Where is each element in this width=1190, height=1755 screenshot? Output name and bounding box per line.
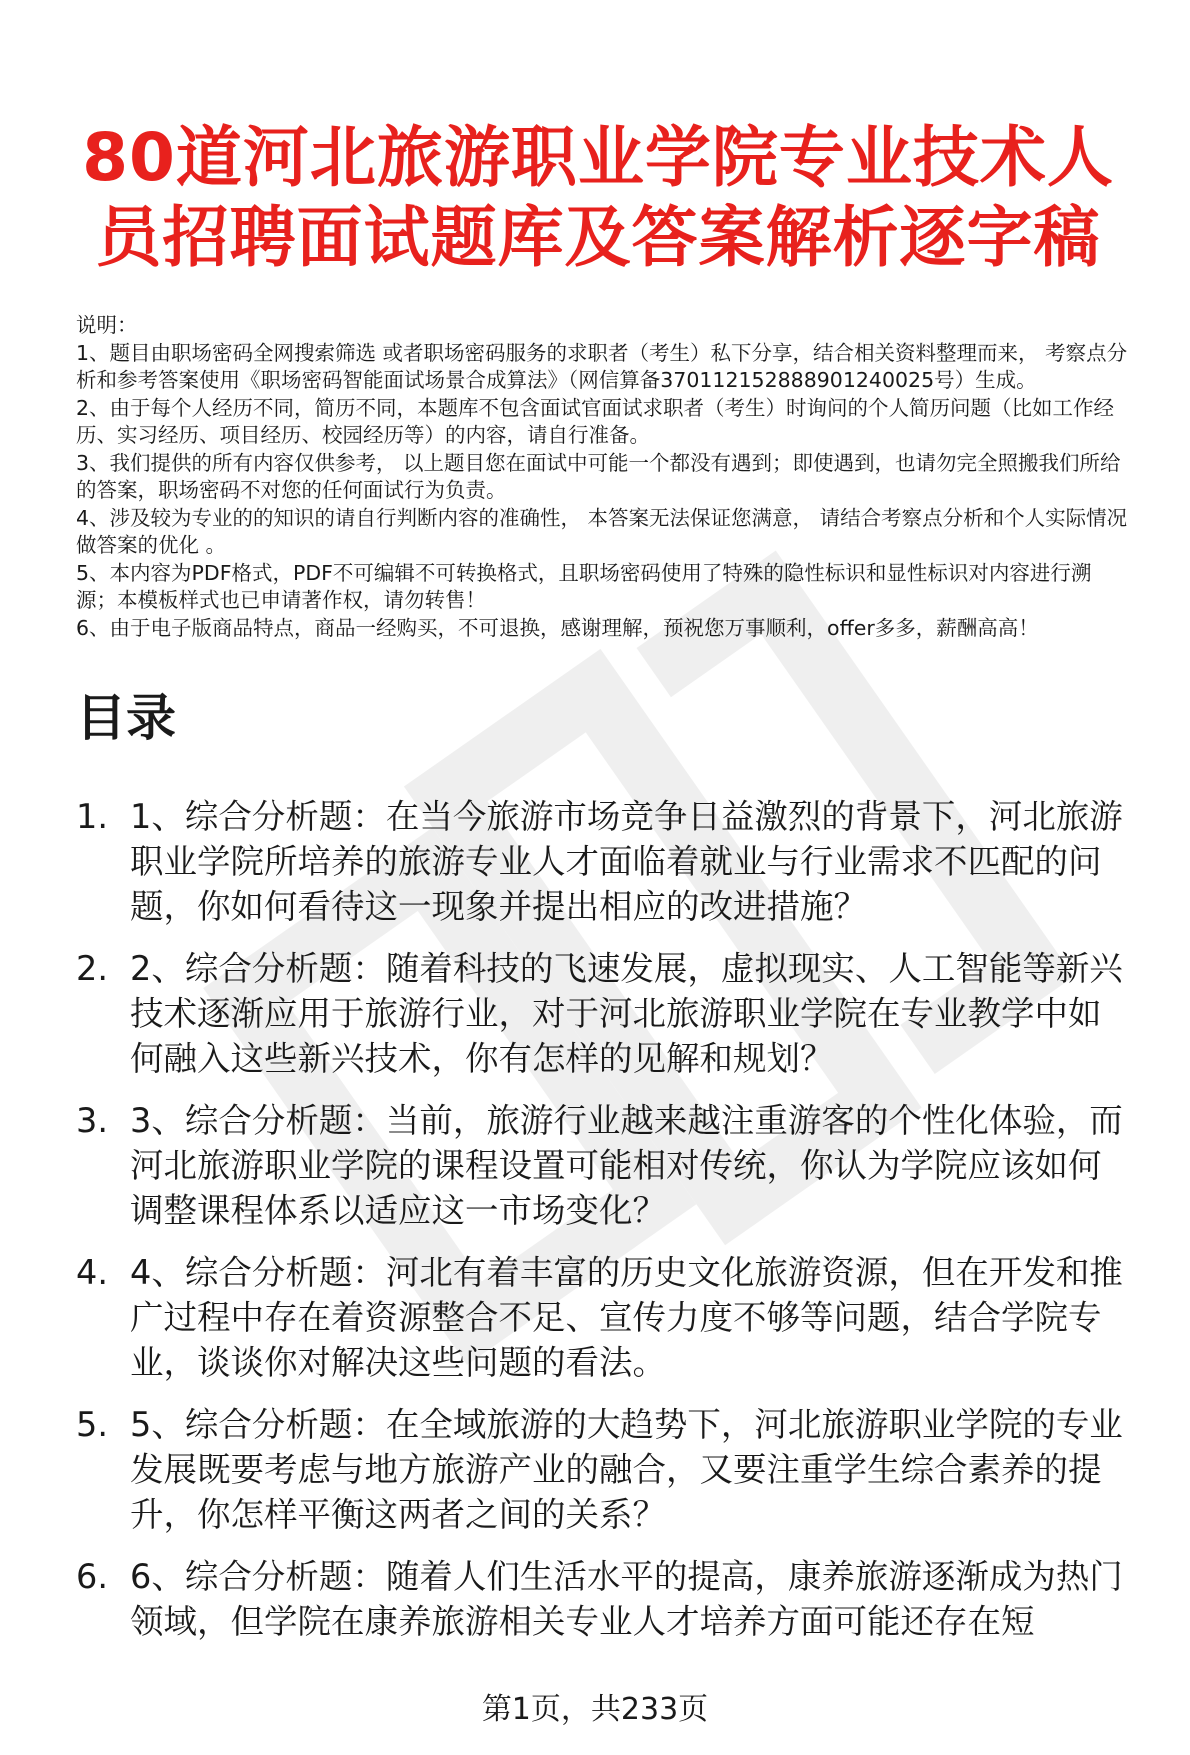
page-title <box>76 118 1130 278</box>
toc-heading: 目录 <box>76 689 176 747</box>
toc-item[interactable] <box>76 794 1130 929</box>
toc-item-number: 4. <box>76 1253 108 1292</box>
toc-item-text: 3、综合分析题：当前，旅游行业越来越注重游客的个性化体验，而河北旅游职业学院的课程设置可能相对传统，你认为学院应该如何调整课程体系以适应这一市场变化？ <box>130 1101 1123 1230</box>
instructions-notes <box>76 312 1130 642</box>
note-item-6: 6、由于电子版商品特点，商品一经购买，不可退换，感谢理解，预祝您万事顺利，offer多多，薪酬高高！ <box>76 615 1039 640</box>
toc-item-text: 4、综合分析题：河北有着丰富的历史文化旅游资源，但在开发和推广过程中存在着资源整合不足、宣传力度不够等问题，结合学院专业，谈谈你对解决这些问题的看法。 <box>130 1253 1123 1382</box>
note-item-2: 2、由于每个人经历不同，简历不同，本题库不包含面试官面试求职者（考生）时询问的个人简历问题（比如工作经历、实习经历、项目经历、校园经历等）的内容，请自行准备。 <box>76 395 1115 447</box>
toc-item-text: 1、综合分析题：在当今旅游市场竞争日益激烈的背景下，河北旅游职业学院所培养的旅游专业人才面临着就业与行业需求不匹配的问题，你如何看待这一现象并提出相应的改进措施？ <box>130 797 1123 926</box>
toc-item-number: 2. <box>76 949 108 988</box>
note-item-5: 5、本内容为PDF格式，PDF不可编辑不可转换格式，且职场密码使用了特殊的隐性标识和显性标识对内容进行溯源；本模板样式也已申请著作权，请勿转售！ <box>76 560 1092 612</box>
note-item-1: 1、题目由职场密码全网搜索筛选 或者职场密码服务的求职者（考生）私下分享，结合相关资料整理而来， 考察点分析和参考答案使用《职场密码智能面试场景合成算法》（网信算备370112152888901240025号）生成。 <box>76 340 1128 392</box>
notes-heading: 说明： <box>76 313 138 337</box>
note-item-3: 3、我们提供的所有内容仅供参考， 以上题目您在面试中可能一个都没有遇到；即使遇到，也请勿完全照搬我们所给的答案，职场密码不对您的任何面试行为负责。 <box>76 450 1121 502</box>
toc-item[interactable] <box>76 1554 1130 1644</box>
table-of-contents <box>76 794 1130 1644</box>
page-title-line-1: 80道河北旅游职业学院专业技术人 <box>82 119 1114 196</box>
toc-item-number: 1. <box>76 797 108 836</box>
toc-item[interactable] <box>76 946 1130 1081</box>
toc-item-text: 5、综合分析题：在全域旅游的大趋势下，河北旅游职业学院的专业发展既要考虑与地方旅游产业的融合，又要注重学生综合素养的提升，你怎样平衡这两者之间的关系？ <box>130 1405 1123 1534</box>
toc-item-text: 2、综合分析题：随着科技的飞速发展，虚拟现实、人工智能等新兴技术逐渐应用于旅游行业，对于河北旅游职业学院在专业教学中如何融入这些新兴技术，你有怎样的见解和规划？ <box>130 949 1123 1078</box>
toc-item[interactable] <box>76 1402 1130 1537</box>
toc-item-number: 3. <box>76 1101 108 1140</box>
toc-item-number: 6. <box>76 1557 108 1596</box>
page-number-footer: 第1页，共233页 <box>481 1692 709 1727</box>
toc-item-text: 6、综合分析题：随着人们生活水平的提高，康养旅游逐渐成为热门领域，但学院在康养旅游相关专业人才培养方面可能还存在短 <box>130 1557 1123 1641</box>
page-title-line-2: 员招聘面试题库及答案解析逐字稿 <box>95 199 1101 276</box>
note-item-4: 4、涉及较为专业的的知识的请自行判断内容的准确性， 本答案无法保证您满意， 请结合考察点分析和个人实际情况做答案的优化 。 <box>76 505 1128 557</box>
toc-item[interactable] <box>76 1250 1130 1385</box>
toc-item[interactable] <box>76 1098 1130 1233</box>
toc-item-number: 5. <box>76 1405 108 1444</box>
